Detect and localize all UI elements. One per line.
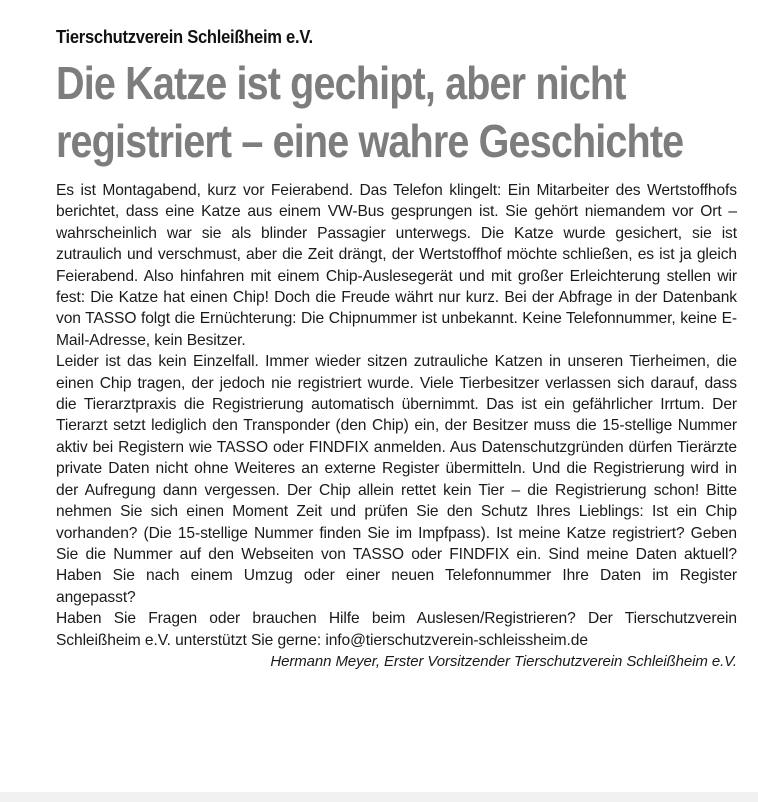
- organization-name: Tierschutzverein Schleißheim e.V.: [56, 27, 313, 47]
- article: [56, 26, 737, 672]
- paragraph-intro: Es ist Montagabend, kurz vor Feierabend. Das Telefon klingelt: Ein Mitarbeiter des Wertstoffhofs berichtet, dass eine Katze aus einem VW-Bus gesprungen ist. Sie gehört niemandem vor Ort – wahrscheinlich war sie als blinder Passagier unterwegs. Die Katze wurde gesichert, sie ist zutraulich und verschmust, aber die Zeit drängt, der Wertstoffhof möchte schließen, es ist ja gleich Feierabend. Also hinfahren mit einem Chip-Auslesegerät und mit großer Erleichterung stellen wir fest: Die Katze hat einen Chip! Doch die Freude währt nur kurz. Bei der Abfrage in der Datenbank von TASSO folgt die Ernüchterung: Die Chipnummer ist unbekannt. Keine Telefonnummer, keine E-Mail-Adresse, kein Besitzer.: [56, 182, 737, 349]
- headline-line-2: registriert – eine wahre Geschichte: [56, 115, 684, 167]
- paragraph-contact: Haben Sie Fragen oder brauchen Hilfe beim Auslesen/Registrieren? Der Tierschutzverein Schleißheim e.V. unterstützt Sie gerne: info@tierschutzverein-schleissheim.de: [56, 610, 737, 649]
- headline: [56, 54, 737, 170]
- paragraph-main: Leider ist das kein Einzelfall. Immer wieder sitzen zutrauliche Katzen in unseren Tierheimen, die einen Chip tragen, der jedoch nie registriert wurde. Viele Tierbesitzer verlassen sich darauf, dass die Tierarztpraxis die Registrierung automatisch übernimmt. Das ist ein gefährlicher Irrtum. Der Tierarzt setzt lediglich den Transponder (den Chip) ein, der Besitzer muss die 15-stellige Nummer aktiv bei Registern wie TASSO oder FINDFIX anmelden. Aus Datenschutzgründen dürfen Tierärzte private Daten nicht ohne Weiteres an externe Register übermitteln. Und die Registrierung wird in der Aufregung dann vergessen. Der Chip allein rettet kein Tier – die Registrierung schon! Bitte nehmen Sie sich einen Moment Zeit und prüfen Sie den Schutz Ihres Lieblings: Ist ein Chip vorhanden? (Die 15-stellige Nummer finden Sie im Impfpass). Ist meine Katze registriert? Geben Sie die Nummer auf den Webseiten von TASSO oder FINDFIX ein. Sind meine Daten aktuell? Haben Sie nach einem Umzug oder einer neuen Telefonnummer Ihre Daten im Register angepasst?: [56, 353, 737, 606]
- signature: Hermann Meyer, Erster Vorsitzender Tierschutzverein Schleißheim e.V.: [270, 652, 737, 670]
- headline-line-1: Die Katze ist gechipt, aber nicht: [56, 57, 626, 109]
- article-body: [56, 180, 737, 672]
- page-bottom-bar: [0, 792, 758, 802]
